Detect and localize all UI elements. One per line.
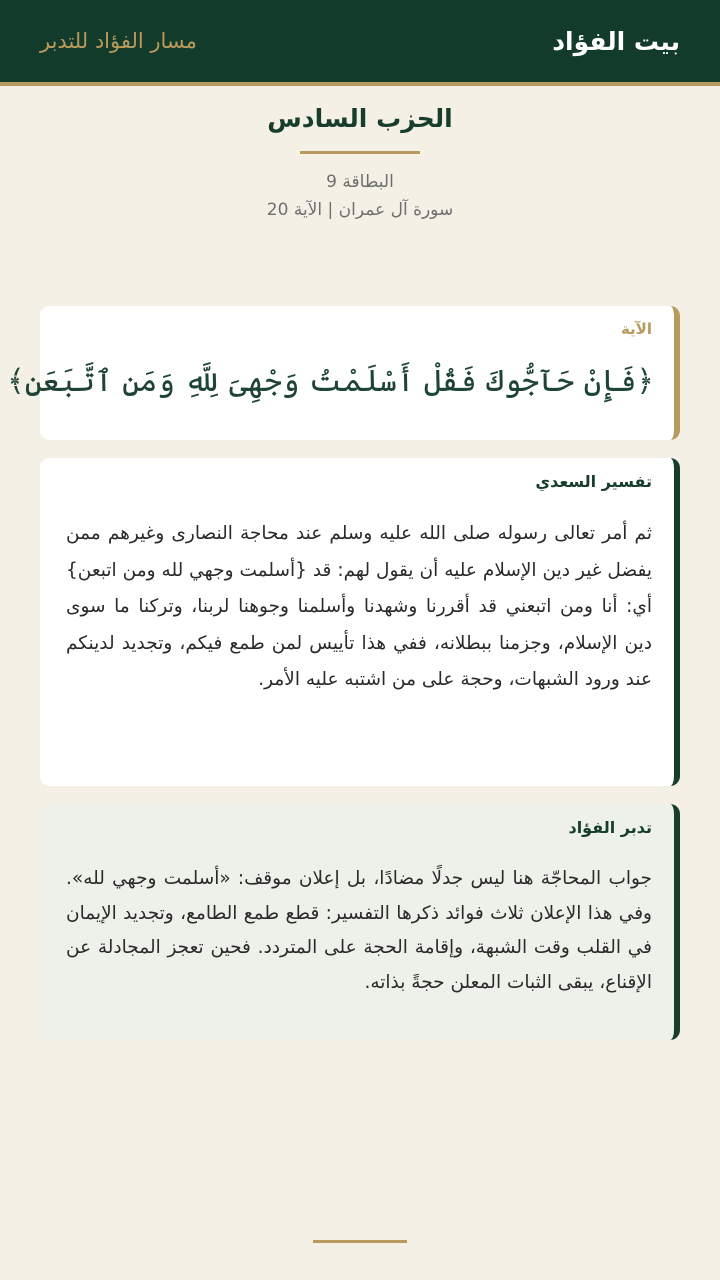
tadabbur-label: تدبر الفؤاد	[568, 818, 652, 837]
card-number: البطاقة 9	[326, 172, 394, 192]
top-bar	[0, 0, 720, 86]
tagline: مسار الفؤاد للتدبر	[40, 29, 197, 53]
title-divider	[300, 151, 420, 154]
hizb-title: الحزب السادس	[267, 104, 453, 133]
ayah-card	[7, 306, 680, 440]
ayah-label: الآية	[620, 320, 652, 338]
tafsir-card	[40, 458, 680, 786]
tafsir-text: ثم أمر تعالى رسوله صلى الله عليه وسلم عند محاجة النصارى وغيرهم ممن يفضل غير دين الإسلام عليه أن يقول لهم: قد {أسلمت وجهي لله ومن اتبعن} أي: أنا ومن اتبعني قد أقررنا وشهدنا وأسلمنا وجوهنا لربنا، وتركنا ما سوى دين الإسلام، وجزمنا ببطلانه، ففي هذا تأييس لمن طمع فيكم، وتجديد لدينكم عند ورود الشبهات، وحجة على من اشتبه عليه الأمر.	[66, 523, 652, 690]
ayah-text: ﴿فَإِنْ حَآجُّوكَ فَقُلْ أَسْلَمْتُ وَجْهِىَ لِلَّهِ وَمَنِ ٱتَّبَعَنِ﴾	[7, 364, 654, 399]
hizb-header	[0, 100, 720, 224]
surah-reference: سورة آل عمران | الآية 20	[266, 200, 454, 220]
tadabbur-text: جواب المحاجّة هنا ليس جدلًا مضادًا، بل إعلان موقف: «أسلمت وجهي لله». وفي هذا الإعلان ثلاث فوائد ذكرها التفسير: قطع طمع الطامع، وتجديد الإيمان في القلب وقت الشبهة، وإقامة الحجة على المتردد. فحين تعجز المجادلة عن الإقناع، يبقى الثبات المعلن حجةً بذاته.	[66, 868, 652, 993]
bottom-divider	[313, 1240, 407, 1243]
brand-title[interactable]: بيت الفؤاد	[552, 26, 680, 56]
tafsir-label: تفسير السعدي	[535, 472, 652, 491]
tadabbur-card	[40, 804, 680, 1040]
